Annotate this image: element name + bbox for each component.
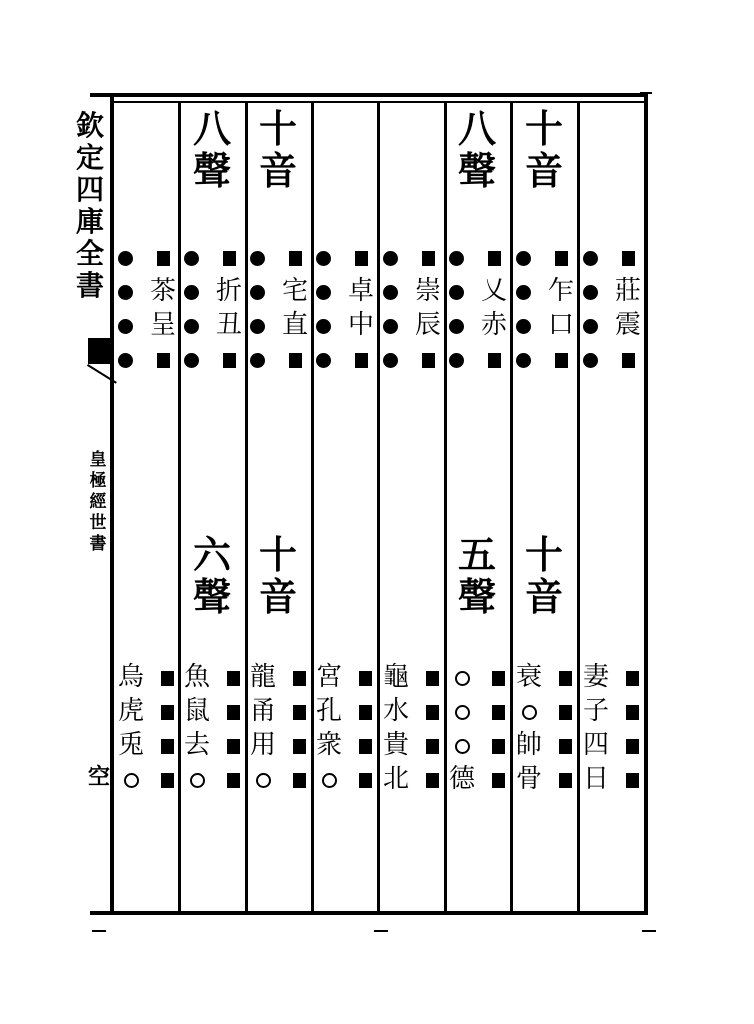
dot-column	[375, 240, 405, 376]
filled-dot	[449, 319, 464, 334]
character-column	[381, 660, 411, 796]
bottom-border-rule	[90, 911, 648, 915]
margin-book-char: 皇	[89, 450, 107, 470]
heading-char: 十	[524, 106, 563, 151]
phoneme-column	[280, 240, 310, 376]
heading-char: 八	[192, 106, 231, 151]
phoneme-char: 莊	[614, 276, 641, 306]
heading-char: 音	[258, 148, 297, 193]
filled-dot	[449, 251, 464, 266]
filled-dot	[583, 285, 598, 300]
margin-title-char: 書	[75, 269, 104, 302]
character: 北	[382, 764, 409, 794]
filled-square	[492, 773, 505, 788]
margin-title-char: 四	[75, 173, 104, 206]
filled-dot	[184, 353, 199, 368]
filled-square	[426, 773, 439, 788]
filled-square	[622, 251, 635, 266]
filled-dot	[316, 353, 331, 368]
phoneme-char: 丑	[215, 310, 242, 340]
filled-dot	[118, 319, 133, 334]
character: 魚	[183, 662, 210, 692]
dot-column	[176, 240, 206, 376]
character: 骨	[515, 764, 542, 794]
filled-square	[227, 671, 240, 686]
character: 妻	[582, 662, 609, 692]
empty-circle	[190, 773, 205, 788]
filled-dot	[250, 353, 265, 368]
heading-char: 十	[258, 106, 297, 151]
filled-dot	[516, 353, 531, 368]
character: 虎	[117, 696, 144, 726]
heading-bottom	[445, 534, 509, 618]
character: 德	[448, 764, 475, 794]
phoneme-char: 震	[614, 310, 641, 340]
margin-title-char: 庫	[75, 205, 104, 238]
filled-square	[488, 353, 501, 368]
heading-char: 十	[524, 532, 563, 577]
filled-dot	[250, 251, 265, 266]
heading-bottom	[512, 534, 576, 618]
margin-title-char: 全	[75, 237, 104, 270]
fishtail-mark	[88, 338, 110, 364]
filled-dot	[184, 285, 199, 300]
filled-square	[359, 705, 372, 720]
filled-square	[355, 353, 368, 368]
filled-dot	[250, 319, 265, 334]
heading-char: 音	[524, 148, 563, 193]
filled-dot	[583, 353, 598, 368]
filled-square	[161, 671, 174, 686]
phoneme-column	[546, 240, 576, 376]
filled-square	[161, 773, 174, 788]
filled-square	[293, 739, 306, 754]
filled-square	[492, 671, 505, 686]
heading-char: 六	[192, 532, 231, 577]
character: 貴	[382, 730, 409, 760]
filled-square	[626, 705, 639, 720]
character-column	[182, 660, 212, 796]
filled-dot	[583, 319, 598, 334]
filled-square	[227, 773, 240, 788]
filled-square	[289, 251, 302, 266]
filled-square	[161, 739, 174, 754]
heading-bottom	[246, 534, 310, 618]
filled-dot	[449, 353, 464, 368]
filled-square	[426, 739, 439, 754]
square-column	[483, 660, 513, 796]
filled-square	[488, 251, 501, 266]
character: 用	[249, 730, 276, 760]
phoneme-column	[413, 240, 443, 376]
filled-dot	[316, 251, 331, 266]
square-column	[218, 660, 248, 796]
scan-mark	[92, 930, 106, 932]
character: 烏	[117, 662, 144, 692]
character: 衆	[315, 730, 342, 760]
filled-square	[227, 705, 240, 720]
heading-bottom	[180, 534, 244, 618]
phoneme-char: 赤	[480, 310, 507, 340]
filled-square	[293, 773, 306, 788]
heading-char: 音	[258, 574, 297, 619]
margin-title-char: 定	[75, 141, 104, 174]
character: 四	[582, 730, 609, 760]
phoneme-char: 呈	[149, 310, 176, 340]
filled-dot	[118, 285, 133, 300]
empty-circle	[322, 773, 337, 788]
filled-dot	[383, 353, 398, 368]
filled-square	[626, 671, 639, 686]
phoneme-char: 乍	[547, 276, 574, 306]
filled-square	[555, 251, 568, 266]
filled-square	[426, 671, 439, 686]
filled-square	[559, 739, 572, 754]
filled-dot	[316, 319, 331, 334]
filled-square	[626, 739, 639, 754]
empty-circle	[522, 705, 537, 720]
dot-column	[110, 240, 140, 376]
left-border-rule	[110, 97, 114, 915]
square-column	[617, 660, 647, 796]
filled-square	[227, 739, 240, 754]
filled-square	[555, 353, 568, 368]
character: 龍	[249, 662, 276, 692]
filled-square	[223, 251, 236, 266]
heading-char: 八	[457, 106, 496, 151]
filled-dot	[516, 285, 531, 300]
square-column	[417, 660, 447, 796]
filled-dot	[118, 251, 133, 266]
margin-collection-title	[74, 110, 106, 302]
filled-square	[359, 671, 372, 686]
character-column	[314, 660, 344, 796]
filled-square	[355, 251, 368, 266]
empty-circle	[256, 773, 271, 788]
character: 帥	[515, 730, 542, 760]
phoneme-column	[214, 240, 244, 376]
character-column	[581, 660, 611, 796]
filled-square	[289, 353, 302, 368]
character: 去	[183, 730, 210, 760]
character: 孔	[315, 696, 342, 726]
phoneme-char: 口	[547, 310, 574, 340]
filled-square	[559, 705, 572, 720]
phoneme-char: 宅	[281, 276, 308, 306]
heading-char: 五	[457, 532, 496, 577]
square-column	[550, 660, 580, 796]
empty-circle	[124, 773, 139, 788]
margin-page-number: 空	[87, 764, 110, 790]
heading-char: 十	[258, 532, 297, 577]
heading-char: 聲	[457, 148, 496, 193]
phoneme-char: 茶	[149, 276, 176, 306]
filled-dot	[316, 285, 331, 300]
filled-square	[422, 353, 435, 368]
square-column	[350, 660, 380, 796]
phoneme-column	[479, 240, 509, 376]
character: 日	[582, 764, 609, 794]
filled-square	[223, 353, 236, 368]
filled-square	[293, 671, 306, 686]
phoneme-char: 卓	[347, 276, 374, 306]
filled-dot	[184, 251, 199, 266]
phoneme-column	[613, 240, 643, 376]
margin-title-char: 欽	[75, 109, 104, 142]
character: 兎	[117, 730, 144, 760]
filled-dot	[516, 319, 531, 334]
character: 宮	[315, 662, 342, 692]
filled-square	[293, 705, 306, 720]
phoneme-char: 中	[347, 310, 374, 340]
filled-dot	[516, 251, 531, 266]
filled-square	[422, 251, 435, 266]
filled-square	[157, 251, 170, 266]
dot-column	[575, 240, 605, 376]
top-border-rule	[90, 93, 648, 97]
filled-dot	[383, 285, 398, 300]
heading-top	[246, 108, 310, 192]
margin-book-char: 書	[89, 534, 107, 554]
empty-circle	[455, 705, 470, 720]
filled-square	[559, 671, 572, 686]
heading-top	[445, 108, 509, 192]
character-column	[116, 660, 146, 796]
filled-square	[426, 705, 439, 720]
character: 龜	[382, 662, 409, 692]
heading-top	[512, 108, 576, 192]
character: 甬	[249, 696, 276, 726]
heading-top	[180, 108, 244, 192]
margin-book-title	[86, 450, 110, 555]
filled-dot	[118, 353, 133, 368]
square-column	[284, 660, 314, 796]
filled-dot	[383, 319, 398, 334]
character-column	[514, 660, 544, 796]
scan-mark	[374, 930, 388, 932]
filled-dot	[250, 285, 265, 300]
empty-circle	[455, 739, 470, 754]
filled-square	[622, 353, 635, 368]
filled-square	[359, 773, 372, 788]
phoneme-column	[148, 240, 178, 376]
heading-char: 聲	[457, 574, 496, 619]
filled-square	[161, 705, 174, 720]
heading-char: 聲	[192, 574, 231, 619]
phoneme-char: 乂	[480, 276, 507, 306]
margin-book-char: 極	[89, 471, 107, 491]
character-column	[248, 660, 278, 796]
phoneme-column	[346, 240, 376, 376]
filled-square	[157, 353, 170, 368]
filled-dot	[383, 251, 398, 266]
scan-mark	[640, 92, 652, 94]
filled-dot	[184, 319, 199, 334]
character: 衰	[515, 662, 542, 692]
dot-column	[308, 240, 338, 376]
character: 子	[582, 696, 609, 726]
phoneme-char: 折	[215, 276, 242, 306]
filled-dot	[583, 251, 598, 266]
heading-char: 聲	[192, 148, 231, 193]
dot-column	[508, 240, 538, 376]
filled-square	[492, 739, 505, 754]
character-column	[447, 660, 477, 796]
filled-dot	[449, 285, 464, 300]
filled-square	[492, 705, 505, 720]
filled-square	[559, 773, 572, 788]
scan-mark	[642, 930, 656, 932]
margin-book-char: 世	[89, 513, 107, 533]
empty-circle	[455, 671, 470, 686]
phoneme-char: 崇	[414, 276, 441, 306]
margin-book-char: 經	[89, 492, 107, 512]
square-column	[152, 660, 182, 796]
phoneme-char: 辰	[414, 310, 441, 340]
character: 水	[382, 696, 409, 726]
phoneme-char: 直	[281, 310, 308, 340]
dot-column	[242, 240, 272, 376]
filled-square	[359, 739, 372, 754]
filled-square	[626, 773, 639, 788]
dot-column	[441, 240, 471, 376]
character: 鼠	[183, 696, 210, 726]
heading-char: 音	[524, 574, 563, 619]
